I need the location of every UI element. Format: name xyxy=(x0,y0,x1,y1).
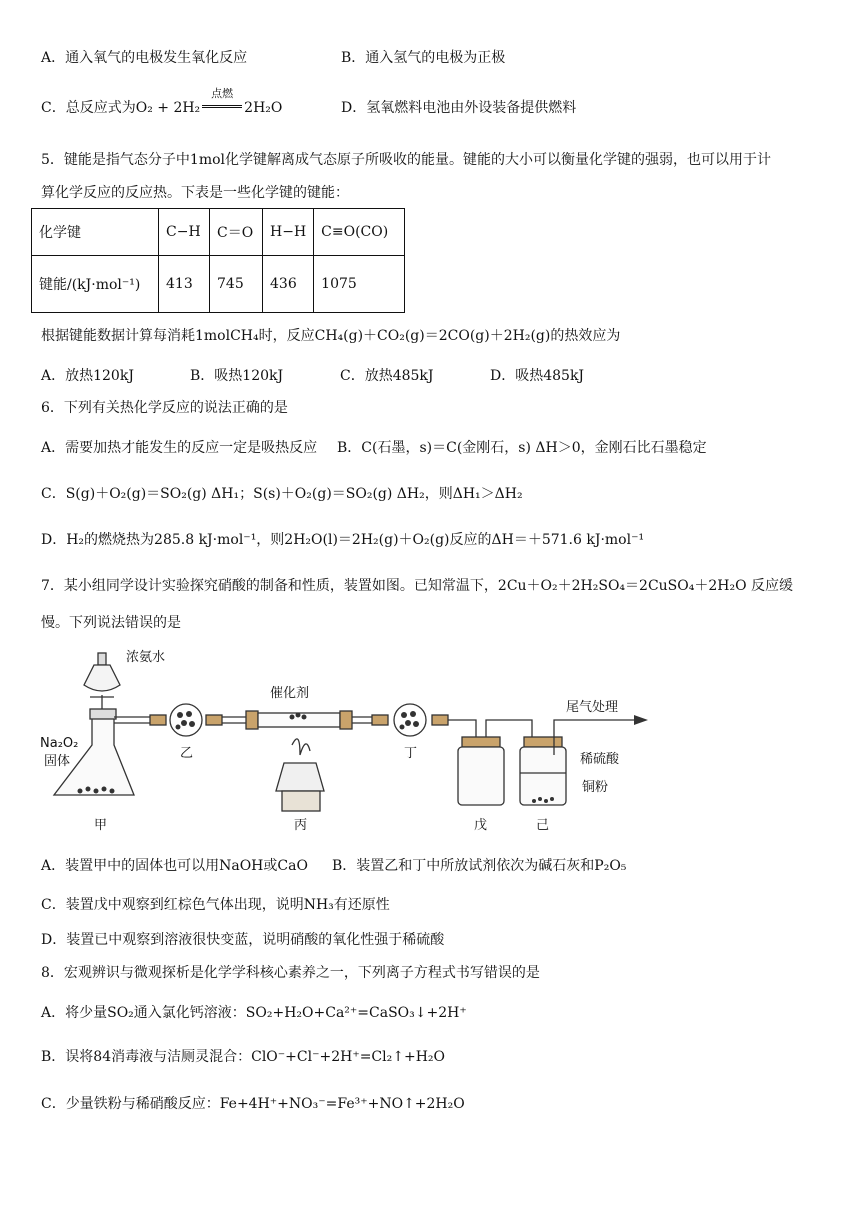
drying-tube-ding xyxy=(394,704,426,736)
q5-stem-line1: 5．键能是指气态分子中1mol化学键解离成气态原子所吸收的能量。键能的大小可以衡量化学键的强弱，也可以用于计 xyxy=(41,152,771,168)
q5-option-a: A．放热120kJ xyxy=(41,368,134,384)
q4-formula-left: O₂ + 2H₂ xyxy=(135,100,201,116)
q7-option-a: A．装置甲中的固体也可以用NaOH或CaO xyxy=(41,858,308,874)
label-ding: 丁 xyxy=(404,746,418,761)
funnel-stopper xyxy=(98,653,106,665)
table-cell: 436 xyxy=(263,256,314,313)
table-cell: 745 xyxy=(210,256,263,313)
bond-energy-table xyxy=(31,208,405,313)
reaction-arrow xyxy=(202,87,242,118)
q7-stem-line2: 慢。下列说法错误的是 xyxy=(41,615,181,631)
label-bing: 丙 xyxy=(294,818,308,833)
q8-stem: 8．宏观辨识与微观探析是化学学科核心素养之一，下列离子方程式书写错误的是 xyxy=(41,965,540,981)
q7-option-d: D．装置已中观察到溶液很快变蓝，说明硝酸的氧化性强于稀硫酸 xyxy=(41,932,445,948)
q6-option-d: D．H₂的燃烧热为285.8 kJ·mol⁻¹，则2H₂O(l)＝2H₂(g)＋O₂(g)反应的ΔH＝＋571.6 kJ·mol⁻¹ xyxy=(41,532,645,548)
q7-option-c: C．装置戊中观察到红棕色气体出现，说明NH₃有还原性 xyxy=(41,897,390,913)
q4-option-d: D．氢氧燃料电池由外设装备提供燃料 xyxy=(341,100,577,116)
table-row xyxy=(32,209,405,256)
connector xyxy=(150,715,166,725)
q4-option-c-prefix: C．总反应式为 xyxy=(41,100,136,116)
q5-option-d: D．吸热485kJ xyxy=(490,368,585,384)
q7-option-b: B．装置乙和丁中所放试剂依次为碱石灰和P₂O₅ xyxy=(332,858,627,874)
table-header-cell: C＝O xyxy=(210,209,263,256)
bottle-ji xyxy=(520,747,566,805)
label-ammonia: 浓氨水 xyxy=(126,650,166,665)
q8-option-c: C．少量铁粉与稀硝酸反应：Fe+4H⁺+NO₃⁻=Fe³⁺+NO↑+2H₂O xyxy=(41,1096,465,1112)
table-header-cell: C≡O(CO) xyxy=(314,209,405,256)
label-jia: 甲 xyxy=(94,818,108,833)
table-row-label: 键能/(kJ·mol⁻¹) xyxy=(32,256,159,313)
label-wu: 戊 xyxy=(474,818,488,833)
alcohol-lamp xyxy=(276,763,324,791)
q5-question: 根据键能数据计算每消耗1molCH₄时，反应CH₄(g)＋CO₂(g)＝2CO(g)＋2H₂(g)的热效应为 xyxy=(41,328,621,344)
q6-option-a: A．需要加热才能发生的反应一定是吸热反应 xyxy=(41,440,318,456)
q7-stem-line1: 7．某小组同学设计实验探究硝酸的制备和性质，装置如图。已知常温下，2Cu＋O₂＋2H₂SO₄＝2CuSO₄＋2H₂O 反应缓 xyxy=(41,578,794,594)
q6-stem: 6．下列有关热化学反应的说法正确的是 xyxy=(41,400,288,416)
q5-stem-line2: 算化学反应的反应热。下表是一些化学键的键能： xyxy=(41,185,349,201)
table-header-cell: C−H xyxy=(159,209,210,256)
label-ji: 己 xyxy=(536,818,550,833)
table-cell: 1075 xyxy=(314,256,405,313)
reaction-condition: 点燃 xyxy=(211,87,234,100)
table-header-cell: H−H xyxy=(263,209,314,256)
label-solid: 固体 xyxy=(44,754,71,769)
q6-option-b: B．C(石墨，s)＝C(金刚石，s) ΔH＞0，金刚石比石墨稳定 xyxy=(337,440,707,456)
q4-option-a: A．通入氧气的电极发生氧化反应 xyxy=(41,50,248,66)
q5-option-b: B．吸热120kJ xyxy=(190,368,284,384)
q8-option-a: A．将少量SO₂通入氯化钙溶液：SO₂+H₂O+Ca²⁺=CaSO₃↓+2H⁺ xyxy=(41,1005,467,1021)
arrow-icon xyxy=(634,715,648,725)
table-header-cell: 化学键 xyxy=(32,209,159,256)
bottle-wu xyxy=(458,747,504,805)
table-cell: 413 xyxy=(159,256,210,313)
label-yi: 乙 xyxy=(180,746,194,761)
table-row xyxy=(32,256,405,313)
q8-option-b: B．误将84消毒液与洁厕灵混合：ClO⁻+Cl⁻+2H⁺=Cl₂↑+H₂O xyxy=(41,1049,445,1065)
q4-option-c xyxy=(41,87,283,118)
q4-formula-right: 2H₂O xyxy=(244,100,283,116)
q5-option-c: C．放热485kJ xyxy=(340,368,434,384)
apparatus-diagram xyxy=(34,645,664,840)
q6-option-c: C．S(g)＋O₂(g)＝SO₂(g) ΔH₁；S(s)＋O₂(g)＝SO₂(g) ΔH₂，则ΔH₁＞ΔH₂ xyxy=(41,486,523,502)
q4-option-b: B．通入氢气的电极为正极 xyxy=(341,50,506,66)
label-copper: 铜粉 xyxy=(582,780,609,795)
label-catalyst: 催化剂 xyxy=(270,686,310,701)
label-dilute-acid: 稀硫酸 xyxy=(580,752,620,767)
label-na2o2: Na₂O₂ xyxy=(40,736,79,751)
label-tail-gas: 尾气处理 xyxy=(566,700,619,715)
separatory-funnel xyxy=(84,665,120,691)
drying-tube-yi xyxy=(170,704,202,736)
